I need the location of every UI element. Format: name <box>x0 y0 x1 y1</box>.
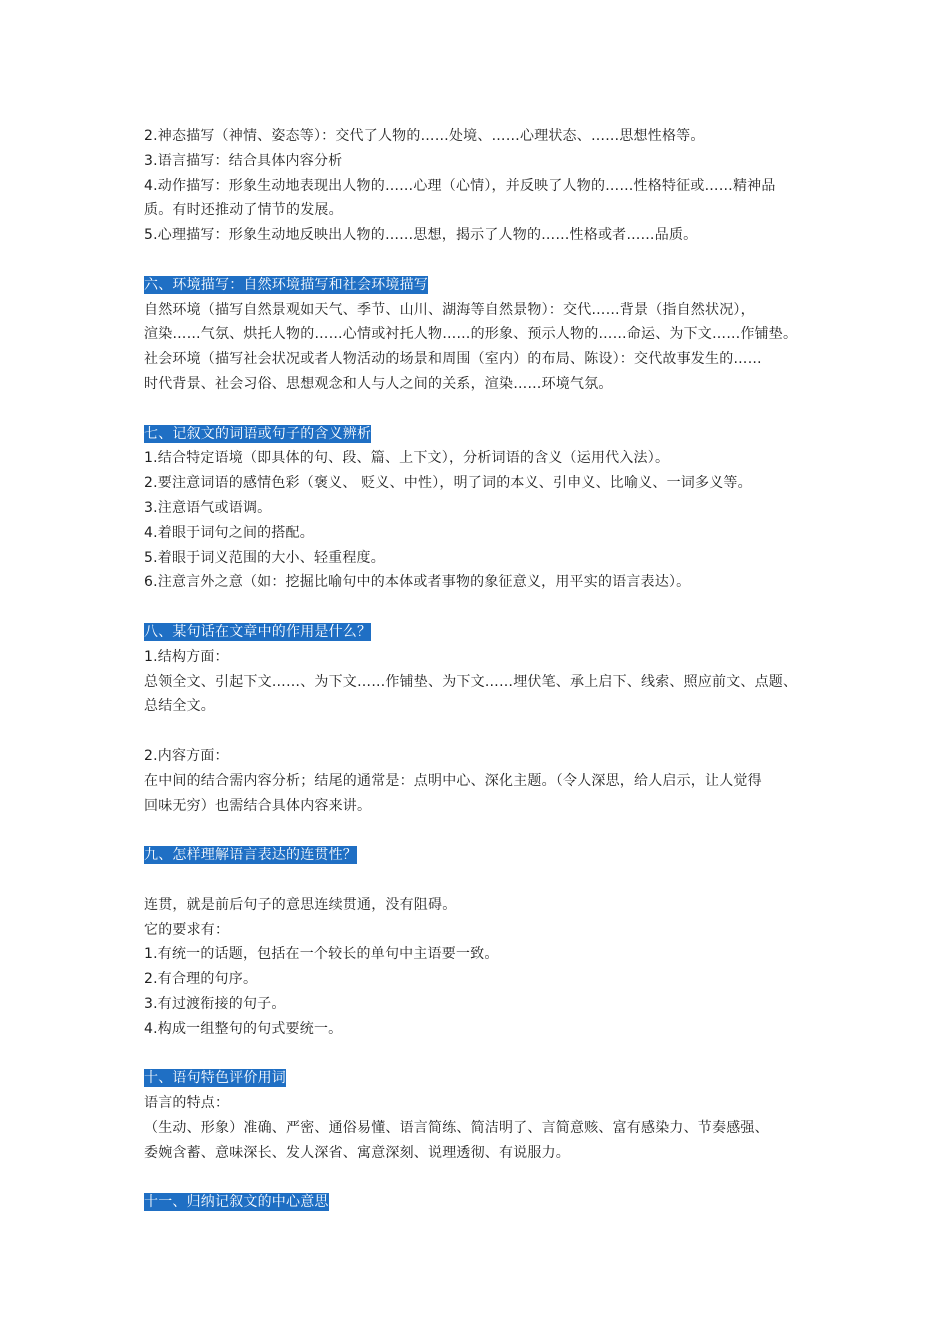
paragraph-line: 回味无穷）也需结合具体内容来讲。 <box>144 797 372 814</box>
section-heading <box>144 273 824 298</box>
paragraph-line: 质。有时还推动了情节的发展。 <box>144 202 343 219</box>
paragraph-line: 在中间的结合需内容分析；结尾的通常是：点明中心、深化主题。（令人深思，给人启示，让人觉得 <box>144 772 762 789</box>
section-heading <box>144 422 824 447</box>
spacer <box>144 818 824 843</box>
paragraph-line: 3.有过渡衔接的句子。 <box>144 995 286 1012</box>
spacer <box>144 1165 824 1190</box>
paragraph-line: 4.动作描写：形象生动地表现出人物的……心理（心情），并反映了人物的……性格特征或……精神品 <box>144 177 776 194</box>
paragraph-line: 1.结构方面： <box>144 648 229 665</box>
heading-text: 八、某句话在文章中的作用是什么？ <box>144 623 372 640</box>
spacer <box>144 868 824 893</box>
spacer <box>144 719 824 744</box>
paragraph-line: 它的要求有： <box>144 921 230 938</box>
paragraph-line: 1.有统一的话题，包括在一个较长的单句中主语要一致。 <box>144 946 499 963</box>
paragraph-line: 6.注意言外之意（如：挖掘比喻句中的本体或者事物的象征意义，用平实的语言表达）。 <box>144 574 691 591</box>
document-body <box>144 124 824 1215</box>
paragraph-line: 4.着眼于词句之间的搭配。 <box>144 524 314 541</box>
paragraph-line: 时代背景、社会习俗、思想观念和人与人之间的关系，渲染……环境气氛。 <box>144 375 613 392</box>
paragraph-line: 2.要注意词语的感情色彩（褒义、 贬义、中性），明了词的本义、引申义、比喻义、一词多义等。 <box>144 475 752 492</box>
paragraph-line: 3.注意语气或语调。 <box>144 499 272 516</box>
paragraph-line: 2.内容方面： <box>144 747 229 764</box>
paragraph-line: 5.着眼于词义范围的大小、轻重程度。 <box>144 549 385 566</box>
spacer <box>144 595 824 620</box>
spacer <box>144 397 824 422</box>
spacer <box>144 248 824 273</box>
paragraph-line: 5.心理描写：形象生动地反映出人物的……思想，揭示了人物的……性格或者……品质。 <box>144 227 698 244</box>
section-9 <box>144 843 824 1041</box>
section-8 <box>144 620 824 818</box>
section-heading <box>144 1066 824 1091</box>
section-heading <box>144 843 824 868</box>
paragraph-line: 委婉含蓄、意味深长、发人深省、寓意深刻、说理透彻、有说服力。 <box>144 1144 570 1161</box>
paragraph-line: 4.构成一组整句的句式要统一。 <box>144 1020 343 1037</box>
paragraph-line: 2.神态描写（神情、姿态等）：交代了人物的……处境、……心理状态、……思想性格等。 <box>144 128 705 144</box>
section-6 <box>144 273 824 397</box>
heading-text: 六、环境描写：自然环境描写和社会环境描写 <box>144 276 428 293</box>
paragraph-line: 总领全文、引起下文……、为下文……作铺垫、为下文……埋伏笔、承上启下、线索、照应前文、点题、 <box>144 673 798 690</box>
paragraph-line: （生动、形象）准确、严密、通俗易懂、语言简练、简洁明了、言简意赅、富有感染力、节奏感强、 <box>144 1119 769 1136</box>
paragraph-line: 1.结合特定语境（即具体的句、段、篇、上下文），分析词语的含义（运用代入法）。 <box>144 450 670 467</box>
heading-text: 七、记叙文的词语或句子的含义辨析 <box>144 425 372 442</box>
paragraph-line: 2.有合理的句序。 <box>144 971 258 988</box>
paragraph-line: 语言的特点： <box>144 1095 230 1112</box>
spacer <box>144 1041 824 1066</box>
heading-text: 十、语句特色评价用词 <box>144 1070 286 1087</box>
section-heading <box>144 1190 824 1215</box>
paragraph-line: 社会环境（描写社会状况或者人物活动的场景和周围（室内）的布局、陈设）：交代故事发生的…… <box>144 351 762 368</box>
section-10 <box>144 1066 824 1165</box>
paragraph-line: 渲染……气氛、烘托人物的……心情或衬托人物……的形象、预示人物的……命运、为下文……作铺垫。 <box>144 326 798 343</box>
heading-text: 九、怎样理解语言表达的连贯性？ <box>144 847 357 864</box>
heading-text: 十一、归纳记叙文的中心意思 <box>144 1194 329 1211</box>
paragraph-line: 连贯，就是前后句子的意思连续贯通，没有阻碍。 <box>144 896 457 913</box>
section-7 <box>144 422 824 596</box>
section-11 <box>144 1190 824 1215</box>
paragraph-line: 总结全文。 <box>144 698 215 715</box>
section-5-tail <box>144 124 824 248</box>
section-heading <box>144 620 824 645</box>
paragraph-line: 3.语言描写：结合具体内容分析 <box>144 152 343 169</box>
paragraph-line: 自然环境（描写自然景观如天气、季节、山川、湖海等自然景物）：交代……背景（指自然状况）， <box>144 301 755 318</box>
